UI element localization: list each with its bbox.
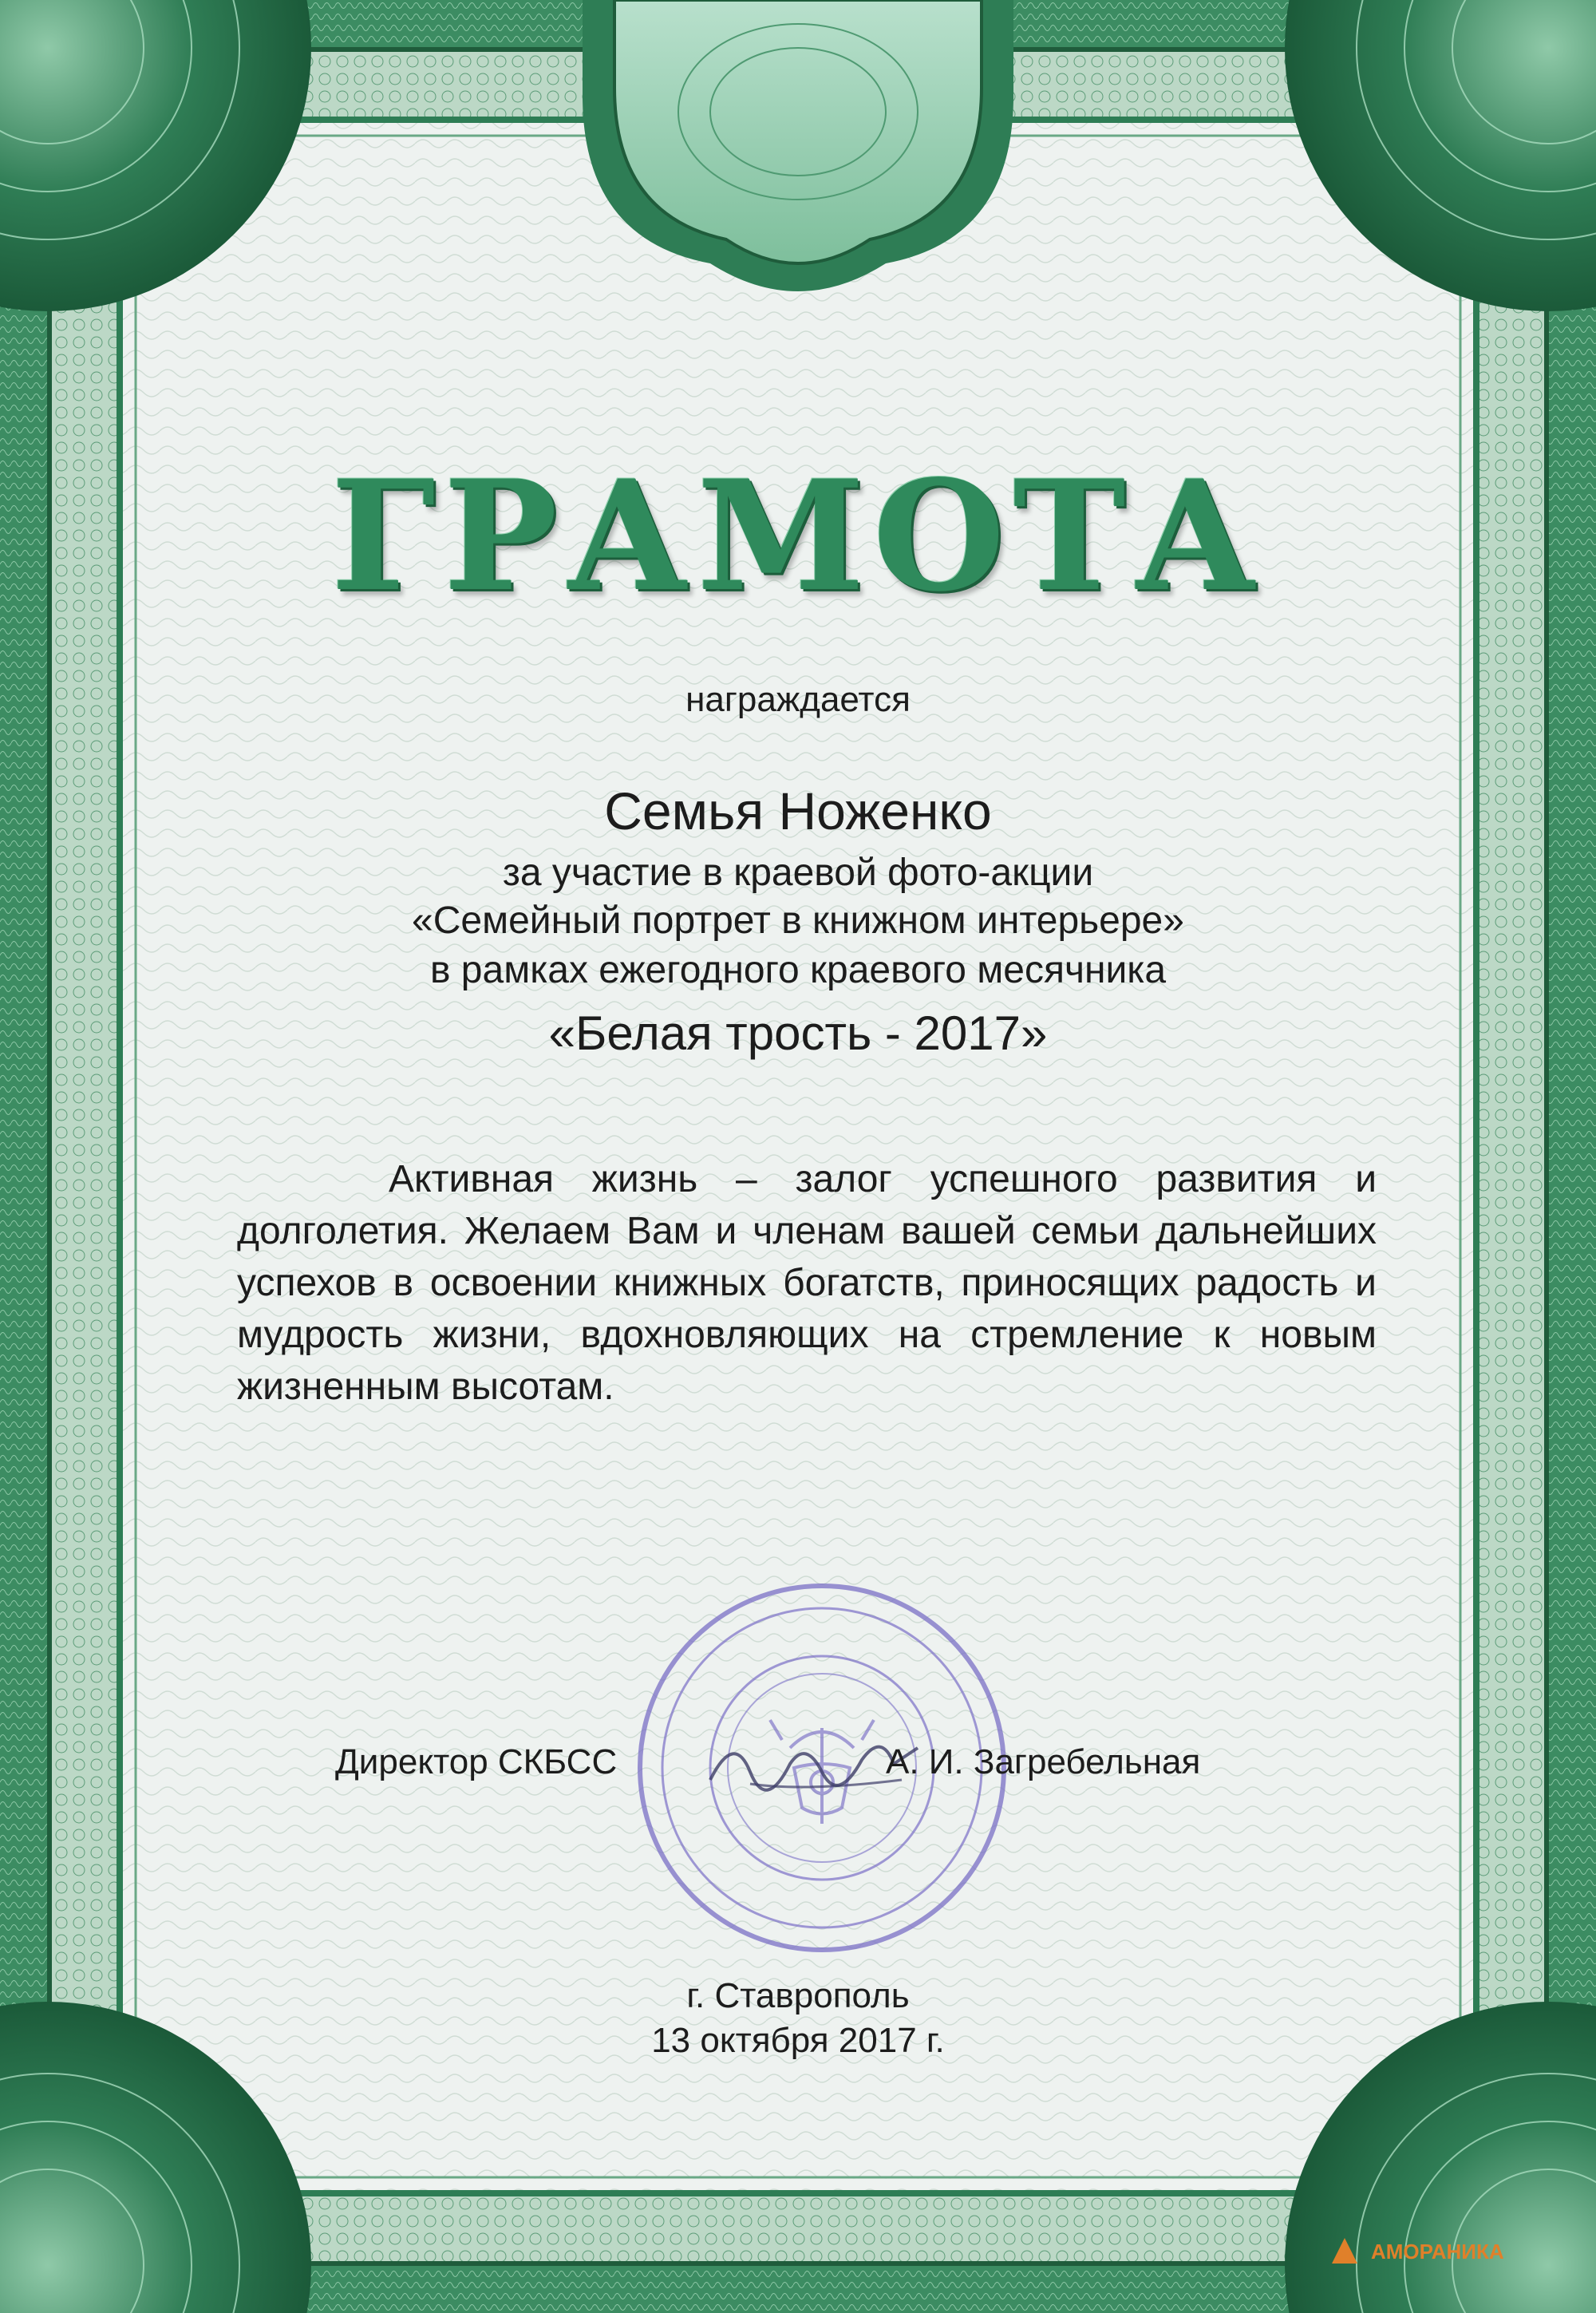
brand-logo-text: АМОРАНИКА: [1371, 2240, 1504, 2264]
wish-paragraph: Активная жизнь – залог успешного развития и долголетия. Желаем Вам и членам вашей семьи дальнейших успехов в освоении книжных богатств, приносящих радость и мудрость жизни, вдохновляющих на стремление к новым жизненным высотам.: [237, 1158, 1377, 1408]
description-line-2: «Семейный портрет в книжном интерьере»: [412, 900, 1184, 942]
description-line-3: в рамках ежегодного краевого месячника: [429, 949, 1167, 991]
brand-logo-icon: [1329, 2235, 1361, 2267]
description-line-1: за участие в краевой фото-акции: [502, 852, 1094, 894]
issue-city: г. Ставрополь: [686, 1976, 910, 2015]
signatory-name: А. И. Загребельная: [886, 1742, 1201, 1781]
certificate-title: ГРАМОТА: [330, 447, 1266, 625]
signatory-role: Директор СКБСС: [335, 1742, 618, 1781]
description-line-4: «Белая трость - 2017»: [548, 1006, 1048, 1060]
awarded-label: награждается: [685, 680, 911, 719]
issue-date: 13 октября 2017 г.: [651, 2021, 945, 2060]
recipient-name: Семья Ноженко: [604, 781, 992, 840]
